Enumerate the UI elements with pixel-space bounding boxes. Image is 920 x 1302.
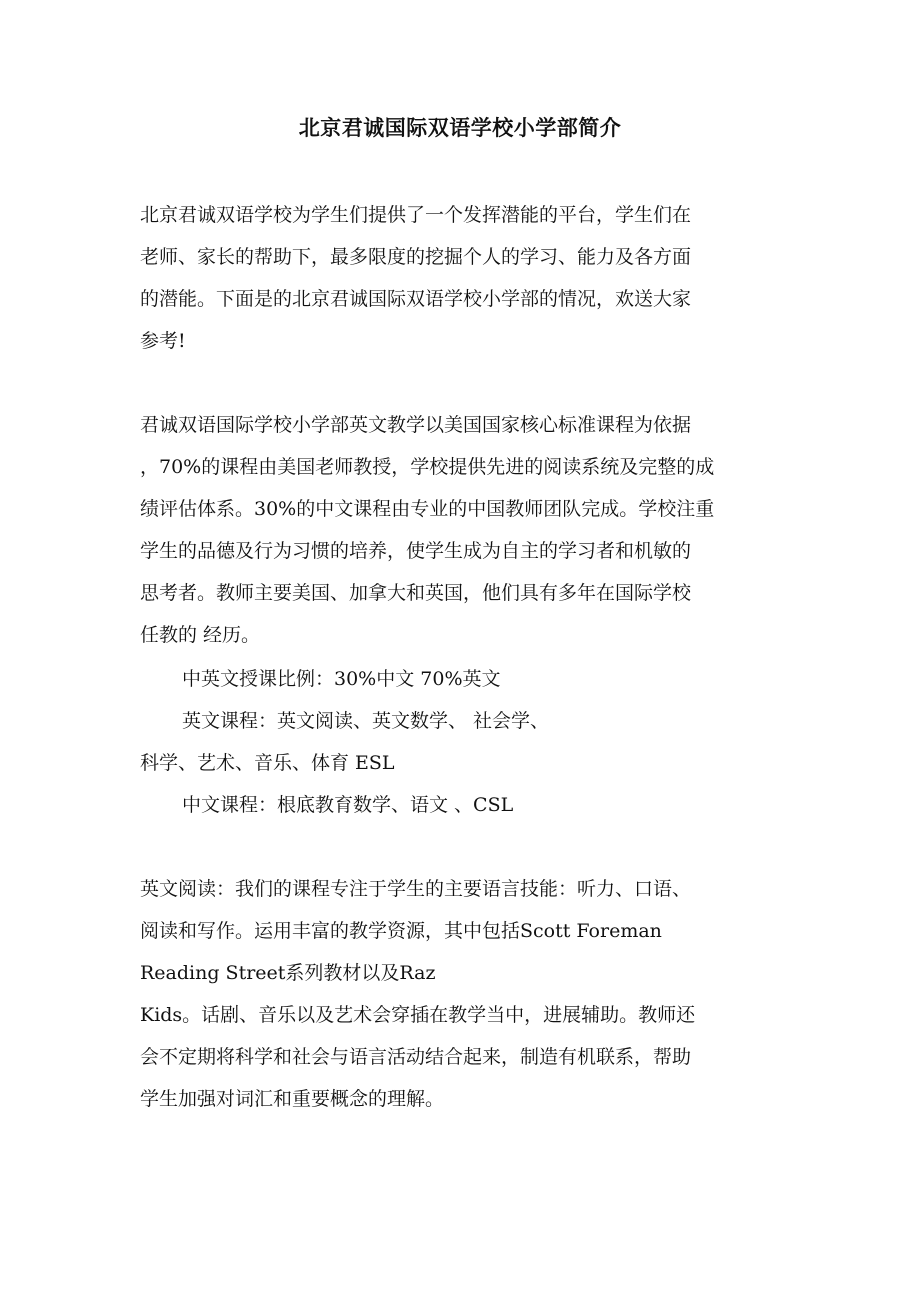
overview-line: 任教的 经历。 <box>140 624 261 646</box>
document-title: 北京君诚国际双语学校小学部简介 <box>298 115 622 140</box>
intro-line: 参考! <box>140 330 186 352</box>
reading-line: 阅读和写作。运用丰富的教学资源，其中包括Scott Foreman <box>140 920 662 942</box>
teaching-ratio: 中英文授课比例：30%中文 70%英文 <box>182 668 501 690</box>
overview-line: 君诚双语国际学校小学部英文教学以美国国家核心标准课程为依据 <box>140 414 692 436</box>
overview-line: 绩评估体系。30%的中文课程由专业的中国教师团队完成。学校注重 <box>140 498 715 520</box>
english-courses-continued: 科学、艺术、音乐、体育 ESL <box>140 752 395 774</box>
intro-line: 北京君诚双语学校为学生们提供了一个发挥潜能的平台，学生们在 <box>140 204 692 226</box>
english-courses: 英文课程：英文阅读、英文数学、 社会学、 <box>182 710 550 732</box>
overview-line: ，70%的课程由美国老师教授，学校提供先进的阅读系统及完整的成 <box>140 456 715 478</box>
intro-line: 老师、家长的帮助下，最多限度的挖掘个人的学习、能力及各方面 <box>140 246 692 268</box>
chinese-courses: 中文课程：根底教育数学、语文 、CSL <box>182 794 514 816</box>
reading-line: Reading Street系列教材以及Raz <box>140 962 436 984</box>
reading-line: 学生加强对词汇和重要概念的理解。 <box>140 1088 445 1110</box>
overview-line: 思考者。教师主要美国、加拿大和英国，他们具有多年在国际学校 <box>140 582 692 604</box>
reading-line: 英文阅读：我们的课程专注于学生的主要语言技能：听力、口语、 <box>140 878 692 900</box>
overview-line: 学生的品德及行为习惯的培养，使学生成为自主的学习者和机敏的 <box>140 540 692 562</box>
reading-line: 会不定期将科学和社会与语言活动结合起来，制造有机联系，帮助 <box>140 1046 692 1068</box>
reading-line: Kids。话剧、音乐以及艺术会穿插在教学当中，进展辅助。教师还 <box>140 1004 696 1026</box>
intro-line: 的潜能。下面是的北京君诚国际双语学校小学部的情况，欢送大家 <box>140 288 692 310</box>
